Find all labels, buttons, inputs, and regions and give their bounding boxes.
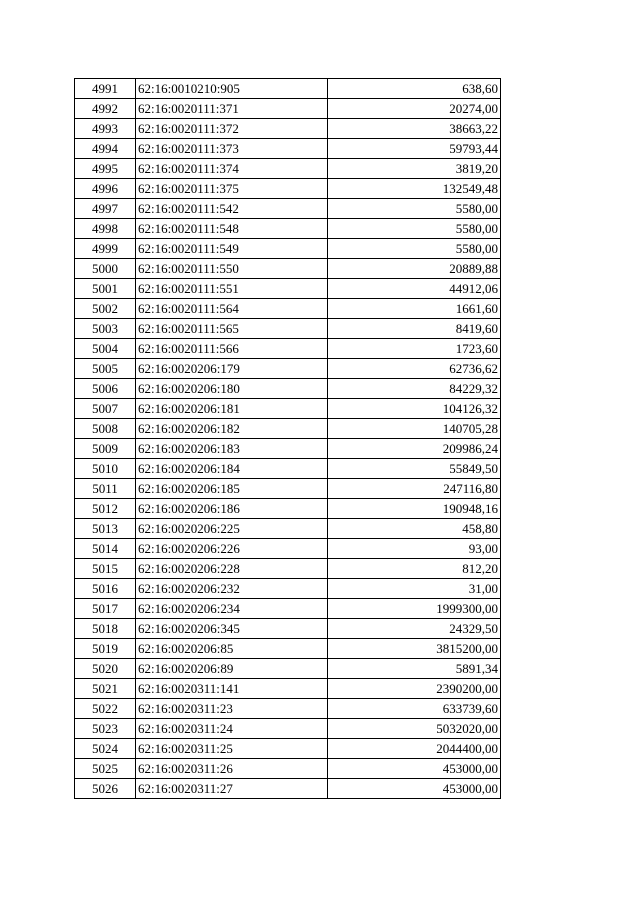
cadastral-number: 62:16:0020206:228 xyxy=(136,559,328,579)
table-row xyxy=(75,479,501,499)
cadastral-value: 1723,60 xyxy=(328,339,501,359)
cadastral-number: 62:16:0020206:184 xyxy=(136,459,328,479)
cadastral-value: 84229,32 xyxy=(328,379,501,399)
row-number: 5003 xyxy=(75,319,136,339)
row-number: 4992 xyxy=(75,99,136,119)
cadastral-number: 62:16:0020111:550 xyxy=(136,259,328,279)
cadastral-value: 20274,00 xyxy=(328,99,501,119)
table-row xyxy=(75,199,501,219)
cadastral-value: 44912,06 xyxy=(328,279,501,299)
cadastral-number: 62:16:0020206:183 xyxy=(136,439,328,459)
table-row xyxy=(75,99,501,119)
cadastral-value: 5891,34 xyxy=(328,659,501,679)
row-number: 4995 xyxy=(75,159,136,179)
table-row xyxy=(75,579,501,599)
row-number: 5001 xyxy=(75,279,136,299)
row-number: 4996 xyxy=(75,179,136,199)
cadastral-number: 62:16:0020111:373 xyxy=(136,139,328,159)
cadastral-value: 2390200,00 xyxy=(328,679,501,699)
cadastral-number: 62:16:0020206:186 xyxy=(136,499,328,519)
row-number: 5009 xyxy=(75,439,136,459)
cadastral-value: 132549,48 xyxy=(328,179,501,199)
row-number: 5000 xyxy=(75,259,136,279)
cadastral-number: 62:16:0020111:548 xyxy=(136,219,328,239)
table-row xyxy=(75,239,501,259)
cadastral-number: 62:16:0020311:25 xyxy=(136,739,328,759)
cadastral-value: 8419,60 xyxy=(328,319,501,339)
table-row xyxy=(75,659,501,679)
cadastral-value: 2044400,00 xyxy=(328,739,501,759)
cadastral-value: 812,20 xyxy=(328,559,501,579)
cadastral-number: 62:16:0020206:234 xyxy=(136,599,328,619)
cadastral-number: 62:16:0020111:564 xyxy=(136,299,328,319)
cadastral-number: 62:16:0020311:26 xyxy=(136,759,328,779)
cadastral-number: 62:16:0020111:542 xyxy=(136,199,328,219)
row-number: 5011 xyxy=(75,479,136,499)
table-row xyxy=(75,119,501,139)
table-row xyxy=(75,719,501,739)
row-number: 5021 xyxy=(75,679,136,699)
row-number: 5002 xyxy=(75,299,136,319)
cadastral-number: 62:16:0020311:24 xyxy=(136,719,328,739)
row-number: 5004 xyxy=(75,339,136,359)
cadastral-value: 1999300,00 xyxy=(328,599,501,619)
table-row xyxy=(75,499,501,519)
cadastral-value-table xyxy=(74,78,501,799)
cadastral-number: 62:16:0020111:549 xyxy=(136,239,328,259)
row-number: 5022 xyxy=(75,699,136,719)
cadastral-number: 62:16:0020206:180 xyxy=(136,379,328,399)
table-row xyxy=(75,259,501,279)
cadastral-value: 1661,60 xyxy=(328,299,501,319)
table-row xyxy=(75,159,501,179)
table-row xyxy=(75,299,501,319)
row-number: 5012 xyxy=(75,499,136,519)
cadastral-number: 62:16:0020206:345 xyxy=(136,619,328,639)
cadastral-number: 62:16:0020111:371 xyxy=(136,99,328,119)
table-row xyxy=(75,539,501,559)
row-number: 5005 xyxy=(75,359,136,379)
row-number: 5026 xyxy=(75,779,136,799)
table-row xyxy=(75,419,501,439)
cadastral-number: 62:16:0020206:181 xyxy=(136,399,328,419)
cadastral-value: 638,60 xyxy=(328,79,501,99)
cadastral-value: 62736,62 xyxy=(328,359,501,379)
table-row xyxy=(75,679,501,699)
row-number: 5007 xyxy=(75,399,136,419)
table-row xyxy=(75,459,501,479)
row-number: 4993 xyxy=(75,119,136,139)
table-row xyxy=(75,759,501,779)
cadastral-value: 633739,60 xyxy=(328,699,501,719)
cadastral-value: 5580,00 xyxy=(328,199,501,219)
cadastral-number: 62:16:0020111:375 xyxy=(136,179,328,199)
cadastral-number: 62:16:0020111:565 xyxy=(136,319,328,339)
table-row xyxy=(75,319,501,339)
row-number: 5017 xyxy=(75,599,136,619)
cadastral-value: 5580,00 xyxy=(328,239,501,259)
cadastral-number: 62:16:0020206:89 xyxy=(136,659,328,679)
table-row xyxy=(75,279,501,299)
cadastral-value: 190948,16 xyxy=(328,499,501,519)
table-row xyxy=(75,699,501,719)
cadastral-value: 247116,80 xyxy=(328,479,501,499)
cadastral-value: 104126,32 xyxy=(328,399,501,419)
cadastral-value: 20889,88 xyxy=(328,259,501,279)
row-number: 4991 xyxy=(75,79,136,99)
cadastral-value: 453000,00 xyxy=(328,759,501,779)
table-row xyxy=(75,139,501,159)
cadastral-value: 93,00 xyxy=(328,539,501,559)
cadastral-number: 62:16:0010210:905 xyxy=(136,79,328,99)
row-number: 5024 xyxy=(75,739,136,759)
cadastral-number: 62:16:0020206:179 xyxy=(136,359,328,379)
row-number: 5014 xyxy=(75,539,136,559)
cadastral-value: 5580,00 xyxy=(328,219,501,239)
cadastral-number: 62:16:0020111:551 xyxy=(136,279,328,299)
cadastral-value: 3815200,00 xyxy=(328,639,501,659)
table-row xyxy=(75,219,501,239)
row-number: 4998 xyxy=(75,219,136,239)
cadastral-number: 62:16:0020206:226 xyxy=(136,539,328,559)
document-page xyxy=(74,78,500,799)
table-row xyxy=(75,399,501,419)
row-number: 5023 xyxy=(75,719,136,739)
cadastral-value: 38663,22 xyxy=(328,119,501,139)
cadastral-number: 62:16:0020111:374 xyxy=(136,159,328,179)
table-row xyxy=(75,619,501,639)
row-number: 5010 xyxy=(75,459,136,479)
cadastral-value: 5032020,00 xyxy=(328,719,501,739)
row-number: 5025 xyxy=(75,759,136,779)
table-row xyxy=(75,559,501,579)
table-row xyxy=(75,179,501,199)
row-number: 5020 xyxy=(75,659,136,679)
cadastral-value: 209986,24 xyxy=(328,439,501,459)
cadastral-number: 62:16:0020206:185 xyxy=(136,479,328,499)
cadastral-number: 62:16:0020206:225 xyxy=(136,519,328,539)
row-number: 4999 xyxy=(75,239,136,259)
cadastral-number: 62:16:0020111:372 xyxy=(136,119,328,139)
cadastral-number: 62:16:0020111:566 xyxy=(136,339,328,359)
cadastral-value: 55849,50 xyxy=(328,459,501,479)
row-number: 5008 xyxy=(75,419,136,439)
table-row xyxy=(75,79,501,99)
table-row xyxy=(75,599,501,619)
cadastral-value: 458,80 xyxy=(328,519,501,539)
table-row xyxy=(75,779,501,799)
cadastral-value: 140705,28 xyxy=(328,419,501,439)
row-number: 5006 xyxy=(75,379,136,399)
row-number: 5016 xyxy=(75,579,136,599)
table-row xyxy=(75,339,501,359)
cadastral-number: 62:16:0020206:85 xyxy=(136,639,328,659)
table-row xyxy=(75,359,501,379)
cadastral-value: 453000,00 xyxy=(328,779,501,799)
cadastral-value: 59793,44 xyxy=(328,139,501,159)
cadastral-value: 24329,50 xyxy=(328,619,501,639)
cadastral-number: 62:16:0020206:232 xyxy=(136,579,328,599)
cadastral-number: 62:16:0020311:141 xyxy=(136,679,328,699)
row-number: 4994 xyxy=(75,139,136,159)
cadastral-number: 62:16:0020206:182 xyxy=(136,419,328,439)
table-row xyxy=(75,639,501,659)
table-row xyxy=(75,439,501,459)
cadastral-value: 3819,20 xyxy=(328,159,501,179)
table-body xyxy=(75,79,501,799)
row-number: 5015 xyxy=(75,559,136,579)
cadastral-number: 62:16:0020311:27 xyxy=(136,779,328,799)
cadastral-value: 31,00 xyxy=(328,579,501,599)
row-number: 5013 xyxy=(75,519,136,539)
table-row xyxy=(75,519,501,539)
row-number: 4997 xyxy=(75,199,136,219)
row-number: 5018 xyxy=(75,619,136,639)
cadastral-number: 62:16:0020311:23 xyxy=(136,699,328,719)
table-row xyxy=(75,739,501,759)
row-number: 5019 xyxy=(75,639,136,659)
table-row xyxy=(75,379,501,399)
